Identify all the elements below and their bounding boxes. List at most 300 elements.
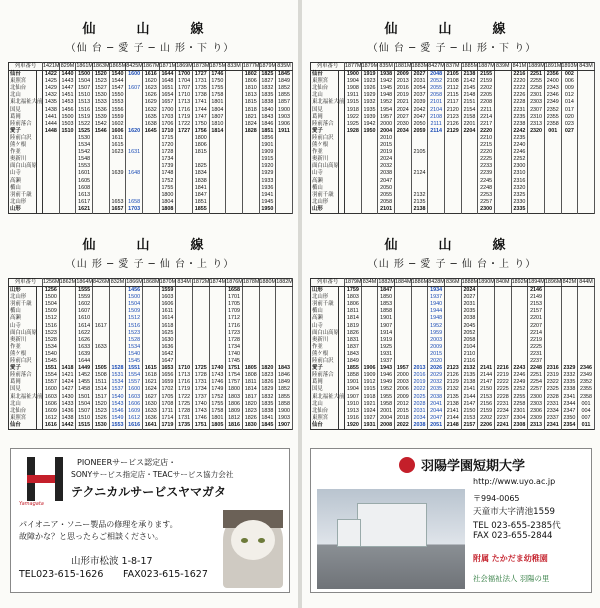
time-cell: 2105	[444, 71, 461, 79]
time-cell: 1546	[109, 408, 126, 415]
time-cell	[578, 294, 595, 301]
time-cell: 1808	[242, 372, 259, 379]
time-cell: 1647	[159, 358, 176, 365]
time-cell: 1500	[59, 114, 76, 121]
time-cell: 1841	[259, 415, 276, 422]
time-cell: 2015	[378, 142, 395, 149]
time-cell: 1633	[142, 408, 159, 415]
time-cell: 1708	[159, 401, 176, 408]
table-row	[311, 92, 595, 99]
time-cell: 1540	[43, 351, 60, 358]
station-name: 国見	[9, 386, 37, 393]
time-cell: 1906	[361, 365, 378, 372]
station-name: 熊ケ根	[9, 351, 37, 358]
table-row	[9, 185, 293, 192]
time-cell: 1656	[159, 372, 176, 379]
ad-uyo-college	[310, 448, 592, 593]
time-cell: 1534	[76, 142, 93, 149]
time-cell: 1840	[259, 107, 276, 114]
time-cell	[578, 121, 595, 128]
time-cell	[528, 192, 545, 199]
time-cell	[411, 178, 428, 185]
time-cell: 1602	[76, 301, 93, 308]
time-cell: 1432	[43, 92, 60, 99]
time-cell	[461, 135, 478, 142]
time-cell: 2306	[528, 408, 545, 415]
time-cell	[242, 287, 259, 295]
time-cell: 1757	[226, 379, 243, 386]
time-cell	[242, 149, 259, 156]
time-cell	[578, 92, 595, 99]
section-title: 仙 山 線	[384, 238, 520, 253]
time-cell: 1959	[428, 330, 445, 337]
time-cell	[578, 192, 595, 199]
train-number: 1894M	[528, 279, 545, 285]
time-cell: 2304	[511, 415, 528, 422]
time-cell	[444, 323, 461, 330]
time-cell: 2214	[478, 114, 495, 121]
time-cell: 2255	[511, 394, 528, 401]
time-cell	[561, 206, 578, 214]
time-cell: 1703	[126, 206, 143, 214]
time-cell: 1625	[159, 330, 176, 337]
time-cell: 1758	[209, 92, 226, 99]
train-number: 1880M	[259, 279, 277, 285]
train-number: 1881M	[394, 63, 412, 69]
time-cell: 1500	[43, 294, 60, 301]
time-cell	[544, 301, 561, 308]
time-cell: 2038	[461, 315, 478, 322]
time-cell: 2146	[528, 287, 545, 295]
college-emblem-icon	[399, 457, 415, 473]
table-row	[311, 408, 595, 415]
time-cell: 2354	[561, 422, 578, 430]
train-number: 1882M	[378, 279, 395, 285]
time-cell: 1636	[159, 344, 176, 351]
time-cell	[528, 135, 545, 142]
time-cell: 1828	[242, 128, 259, 135]
time-cell	[544, 206, 561, 214]
time-cell: 1909	[361, 372, 378, 379]
time-cell: 2225	[528, 344, 545, 351]
time-cell: 1501	[76, 394, 93, 401]
time-cell: 1855	[345, 365, 362, 372]
time-cell: 2031	[461, 301, 478, 308]
time-cell: 1720	[159, 142, 176, 149]
time-cell: 2035	[461, 308, 478, 315]
time-cell	[92, 287, 109, 295]
table-row	[311, 192, 595, 199]
time-cell: 1536	[92, 107, 109, 114]
time-cell: 1740	[226, 351, 243, 358]
time-cell: 1537	[109, 386, 126, 393]
time-cell: 1436	[59, 408, 76, 415]
company-logo	[21, 457, 67, 503]
time-cell	[59, 344, 76, 351]
time-cell: 1934	[428, 287, 445, 295]
time-cell: 2313	[528, 422, 545, 430]
time-cell: 1710	[176, 92, 193, 99]
time-cell: 1542	[92, 121, 109, 128]
time-cell: 1612	[43, 415, 60, 422]
time-cell	[361, 315, 378, 322]
train-number: 1876M	[226, 279, 243, 285]
time-cell	[126, 99, 143, 106]
time-cell	[259, 315, 276, 322]
time-cell: 2027	[411, 71, 428, 79]
time-cell: 1447	[59, 85, 76, 92]
time-cell: 1610	[76, 315, 93, 322]
time-cell: 1531	[109, 372, 126, 379]
time-cell: 2032	[378, 163, 395, 170]
time-cell	[142, 178, 159, 185]
time-cell: 1516	[76, 107, 93, 114]
time-cell: 2141	[461, 386, 478, 393]
time-cell: 1929	[361, 92, 378, 99]
table-row	[311, 386, 595, 393]
timetable	[310, 278, 595, 430]
time-cell: 1540	[126, 351, 143, 358]
time-cell: 1728	[226, 337, 243, 344]
station-name: 北仙台	[9, 408, 37, 415]
table-row	[9, 199, 293, 206]
affiliate-welfare: 社会福祉法人 羽陽の里	[473, 574, 550, 583]
time-cell: 2352	[578, 379, 595, 386]
time-cell	[259, 351, 276, 358]
time-cell: 2303	[528, 401, 545, 408]
time-cell	[428, 199, 445, 206]
time-cell: 1746	[209, 71, 226, 79]
time-cell: 1852	[276, 386, 293, 393]
time-cell: 2246	[511, 372, 528, 379]
time-cell: 1632	[142, 107, 159, 114]
time-cell	[259, 294, 276, 301]
time-cell	[92, 294, 109, 301]
time-cell	[176, 192, 193, 199]
time-cell: 2012	[394, 401, 411, 408]
time-cell	[494, 128, 511, 135]
table-row	[311, 163, 595, 170]
station-name: 作並	[9, 149, 37, 156]
time-cell: 1901	[378, 315, 395, 322]
time-cell: 1623	[109, 149, 126, 156]
time-cell: 2037	[411, 92, 428, 99]
time-cell	[92, 185, 109, 192]
time-cell	[242, 142, 259, 149]
time-cell	[578, 99, 595, 106]
time-cell	[109, 330, 126, 337]
time-cell	[561, 301, 578, 308]
time-cell: 2310	[511, 170, 528, 177]
time-cell	[109, 344, 126, 351]
time-cell: 2330	[511, 199, 528, 206]
time-cell	[444, 337, 461, 344]
time-cell: 1438	[59, 415, 76, 422]
time-cell: 1533	[92, 99, 109, 106]
time-cell	[578, 163, 595, 170]
time-cell	[59, 358, 76, 365]
time-cell: 1712	[226, 315, 243, 322]
time-cell	[511, 315, 528, 322]
time-cell	[494, 92, 511, 99]
time-cell: 1440	[59, 71, 76, 79]
station-name: 北仙台	[311, 85, 339, 92]
time-cell: 2255	[528, 78, 545, 85]
time-cell	[209, 192, 226, 199]
time-cell	[242, 351, 259, 358]
time-cell: 1834	[192, 170, 209, 177]
time-cell: 1758	[209, 408, 226, 415]
time-cell: 2022	[411, 386, 428, 393]
time-cell	[226, 199, 243, 206]
time-cell: 1945	[259, 199, 276, 206]
time-cell: 1716	[226, 323, 243, 330]
train-number: 1861M	[76, 63, 93, 69]
time-cell: 1731	[192, 379, 209, 386]
time-cell: 1805	[242, 365, 259, 372]
time-cell: 1449	[76, 365, 93, 372]
time-cell	[411, 344, 428, 351]
time-cell	[345, 156, 362, 163]
time-cell: 2104	[461, 344, 478, 351]
time-cell: 2201	[528, 315, 545, 322]
time-cell: 1706	[159, 121, 176, 128]
time-cell: 1806	[192, 142, 209, 149]
train-number: 1873M	[192, 63, 210, 69]
table-row	[9, 99, 293, 106]
time-cell: 1651	[159, 85, 176, 92]
time-cell: 1523	[126, 330, 143, 337]
time-cell: 2254	[528, 379, 545, 386]
station-name: 山形	[9, 206, 37, 214]
time-cell	[394, 358, 411, 365]
time-cell: 2032	[428, 379, 445, 386]
time-cell	[444, 156, 461, 163]
table-row	[311, 149, 595, 156]
time-cell: 2026	[428, 365, 445, 372]
station-name: 羽前千歳	[311, 301, 339, 308]
time-cell: 1606	[126, 401, 143, 408]
time-cell	[276, 178, 293, 185]
time-cell: 1620	[142, 78, 159, 85]
time-cell: 1451	[59, 92, 76, 99]
table-row	[311, 107, 595, 114]
table-row	[311, 206, 595, 214]
table-row	[9, 422, 293, 430]
time-cell: 2157	[461, 422, 478, 430]
time-cell: 2108	[428, 114, 445, 121]
time-cell: 1544	[109, 78, 126, 85]
time-cell: 1915	[361, 386, 378, 393]
time-cell: 2233	[478, 163, 495, 170]
timetable-up-left	[8, 238, 292, 430]
time-cell	[394, 287, 411, 295]
time-cell: 1510	[76, 415, 93, 422]
time-cell: 1748	[159, 170, 176, 177]
time-cell: 2024	[461, 287, 478, 295]
time-cell: 1534	[43, 344, 60, 351]
time-cell: 1609	[43, 408, 60, 415]
time-cell	[276, 337, 293, 344]
time-cell: 2020	[428, 358, 445, 365]
time-cell	[461, 156, 478, 163]
time-cell: 1553	[109, 99, 126, 106]
time-cell: 1755	[159, 185, 176, 192]
time-cell: 2344	[561, 401, 578, 408]
time-cell	[126, 185, 143, 192]
time-cell: 1818	[242, 107, 259, 114]
time-cell	[361, 294, 378, 301]
time-cell: 1838	[259, 408, 276, 415]
time-cell: 2114	[428, 128, 445, 135]
time-cell: 1503	[59, 121, 76, 128]
time-cell: 2251	[528, 71, 545, 79]
time-cell: 1843	[259, 114, 276, 121]
time-cell: 2328	[544, 394, 561, 401]
time-cell: 1623	[142, 85, 159, 92]
time-cell: 2044	[428, 408, 445, 415]
time-cell: 1957	[378, 114, 395, 121]
time-cell	[59, 351, 76, 358]
table-row	[9, 128, 293, 135]
time-cell	[176, 178, 193, 185]
time-cell: 1811	[345, 308, 362, 315]
time-cell: 2112	[444, 85, 461, 92]
train-number: 1882M	[276, 279, 293, 285]
time-cell	[192, 344, 209, 351]
time-cell: 1802	[242, 71, 259, 79]
table-row	[9, 92, 293, 99]
station-name: 陸前落合	[9, 372, 37, 379]
time-cell: 1743	[192, 408, 209, 415]
time-cell	[494, 107, 511, 114]
time-cell	[578, 149, 595, 156]
time-cell: 2016	[411, 372, 428, 379]
time-cell: 2022	[394, 422, 411, 430]
time-cell	[109, 178, 126, 185]
time-cell: 1557	[43, 379, 60, 386]
time-cell: 1855	[192, 206, 209, 214]
time-cell	[43, 163, 60, 170]
time-cell: 1504	[43, 301, 60, 308]
time-cell	[494, 149, 511, 156]
time-cell	[428, 135, 445, 142]
time-cell: 1731	[176, 415, 193, 422]
time-cell	[92, 135, 109, 142]
time-cell	[544, 330, 561, 337]
time-cell: 1915	[345, 99, 362, 106]
time-cell	[411, 330, 428, 337]
time-cell: 1809	[226, 408, 243, 415]
time-cell: 2301	[511, 408, 528, 415]
time-cell: 1455	[76, 379, 93, 386]
time-cell: 2253	[478, 192, 495, 199]
time-cell: 1615	[109, 142, 126, 149]
time-cell	[209, 358, 226, 365]
time-cell: 2228	[511, 99, 528, 106]
section-subtitle: （山 形 ─ 愛 子 ─ 仙 台・上 り）	[65, 259, 235, 270]
time-cell: 2319	[544, 372, 561, 379]
time-cell: 2030	[394, 121, 411, 128]
train-number: 1862M	[59, 279, 77, 285]
time-cell	[226, 99, 243, 106]
table-row	[311, 422, 595, 430]
table-row	[9, 156, 293, 163]
time-cell	[276, 330, 293, 337]
time-cell	[361, 142, 378, 149]
time-cell	[345, 170, 362, 177]
station-name: 山寺	[9, 323, 37, 330]
table-row	[9, 170, 293, 177]
time-cell: 2041	[428, 401, 445, 408]
time-cell: 2151	[461, 99, 478, 106]
station-name: 作並	[311, 149, 339, 156]
time-cell: 2124	[411, 170, 428, 177]
time-cell	[226, 85, 243, 92]
time-cell	[109, 156, 126, 163]
time-cell: 1851	[192, 199, 209, 206]
train-number: 8428M	[428, 279, 445, 285]
time-cell: 023	[561, 121, 578, 128]
time-cell: 2004	[378, 415, 395, 422]
time-cell: 2216	[494, 365, 511, 372]
time-cell: 027	[561, 128, 578, 135]
time-cell	[209, 135, 226, 142]
time-cell: 2138	[461, 71, 478, 79]
time-cell	[561, 337, 578, 344]
time-cell	[478, 301, 495, 308]
time-cell: 1719	[159, 422, 176, 430]
time-cell: 1831	[345, 337, 362, 344]
time-cell	[92, 301, 109, 308]
time-cell	[109, 185, 126, 192]
station-name: 陸前落合	[311, 372, 339, 379]
time-cell: 1631	[126, 149, 143, 156]
time-cell: 1519	[76, 114, 93, 121]
time-cell: 1958	[378, 401, 395, 408]
time-cell: 1837	[345, 344, 362, 351]
time-cell: 1948	[428, 315, 445, 322]
time-cell: 1438	[43, 107, 60, 114]
time-cell: 1504	[76, 401, 93, 408]
time-cell: 1746	[209, 379, 226, 386]
time-cell	[276, 315, 293, 322]
time-cell	[544, 337, 561, 344]
time-cell: 1714	[159, 415, 176, 422]
time-cell: 1927	[361, 415, 378, 422]
train-number: 843M	[579, 63, 593, 69]
station-name: 東照宮	[311, 78, 339, 85]
time-cell: 1910	[345, 401, 362, 408]
time-cell: 1705	[159, 394, 176, 401]
time-cell	[578, 85, 595, 92]
time-cell: 2051	[428, 422, 445, 430]
time-cell: 1645	[142, 128, 159, 135]
time-cell	[176, 156, 193, 163]
time-cell	[109, 323, 126, 330]
time-cell	[276, 163, 293, 170]
station-name: 東北福祉大前	[312, 99, 345, 106]
time-cell: 1950	[259, 206, 276, 214]
time-cell: 2258	[511, 401, 528, 408]
time-cell	[209, 323, 226, 330]
time-cell: 1926	[361, 85, 378, 92]
time-cell	[494, 156, 511, 163]
station-name: 熊ケ根	[311, 351, 339, 358]
station-name: 山形	[311, 206, 339, 214]
time-cell	[511, 308, 528, 315]
table-row	[311, 121, 595, 128]
